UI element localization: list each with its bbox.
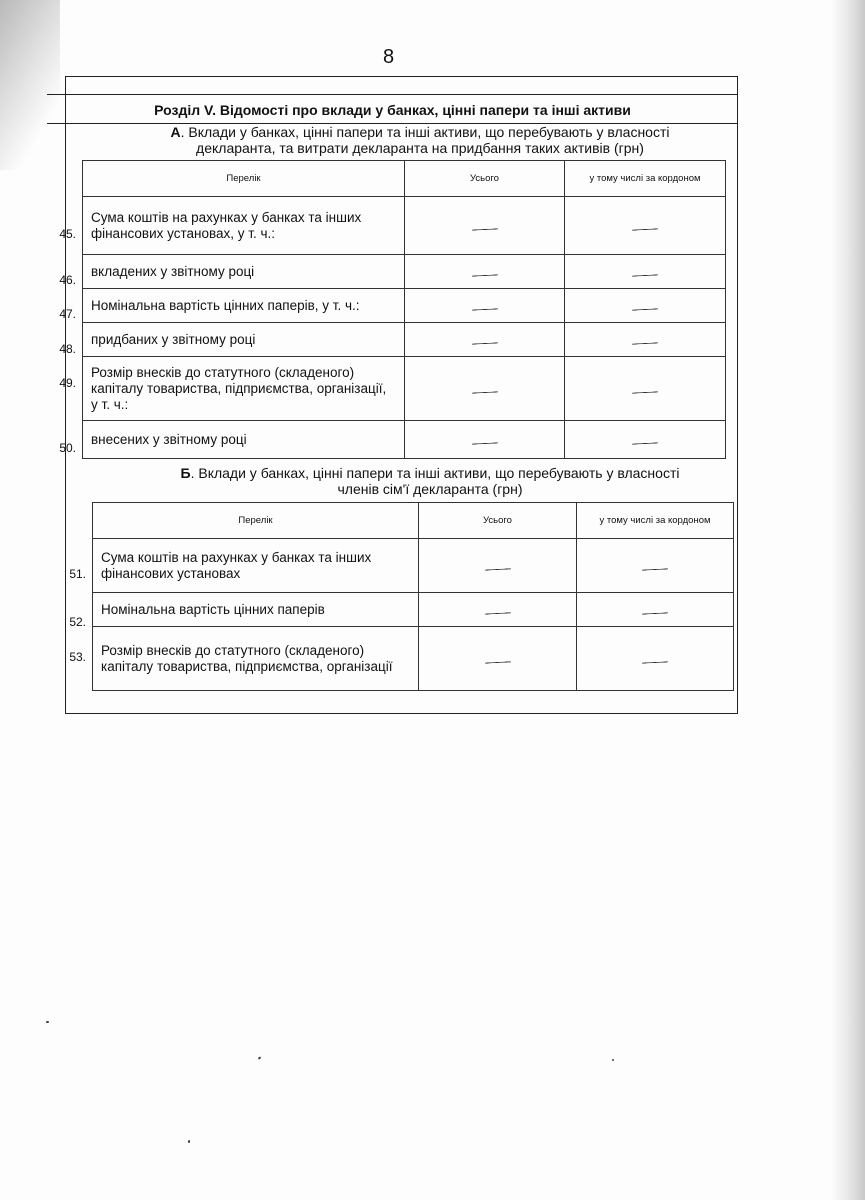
part-b-table bbox=[92, 502, 734, 691]
scan-edge-shadow bbox=[0, 0, 60, 170]
dash-mark bbox=[642, 612, 668, 614]
dash-mark bbox=[484, 612, 510, 614]
table-row bbox=[93, 627, 734, 691]
table-row bbox=[83, 421, 726, 459]
scan-edge-shadow bbox=[831, 0, 865, 1200]
scan-speck bbox=[188, 1140, 190, 1143]
row-abroad bbox=[565, 197, 726, 255]
row-total bbox=[405, 255, 565, 289]
column-header-total: Усього bbox=[405, 161, 565, 197]
row-label: придбаних у звітному році bbox=[83, 323, 405, 357]
row-total bbox=[419, 627, 577, 691]
row-total bbox=[405, 197, 565, 255]
row-number: 50. bbox=[59, 441, 76, 455]
row-label: Номінальна вартість цінних паперів, у т. ч.: bbox=[83, 289, 405, 323]
table-row bbox=[83, 255, 726, 289]
part-b-title-line1: . Вклади у банках, цінні папери та інші активи, що перебувають у власності bbox=[190, 465, 680, 481]
dash-mark bbox=[632, 228, 658, 230]
dash-mark bbox=[471, 442, 497, 444]
row-abroad bbox=[577, 539, 734, 593]
dash-mark bbox=[471, 228, 497, 230]
part-a-title-line1: . Вклади у банках, цінні папери та інші активи, що перебувають у власності bbox=[180, 124, 670, 140]
row-number: 52. bbox=[69, 615, 86, 629]
row-number: 45. bbox=[59, 227, 76, 241]
dash-mark bbox=[471, 308, 497, 310]
row-total bbox=[419, 593, 577, 627]
table-row bbox=[83, 289, 726, 323]
row-abroad bbox=[565, 421, 726, 459]
dash-mark bbox=[632, 342, 658, 344]
row-total bbox=[405, 289, 565, 323]
table-row bbox=[83, 323, 726, 357]
dash-mark bbox=[632, 442, 658, 444]
row-number: 53. bbox=[69, 650, 86, 664]
row-label: Розмір внесків до статутного (складеного) капіталу товариства, підприємства, організації bbox=[93, 627, 419, 691]
dash-mark bbox=[632, 391, 658, 393]
column-header-list: Перелік bbox=[83, 161, 405, 197]
part-b-marker: Б bbox=[180, 465, 191, 481]
dash-mark bbox=[484, 568, 510, 570]
row-number: 47. bbox=[59, 307, 76, 321]
row-label: Номінальна вартість цінних паперів bbox=[93, 593, 419, 627]
section-title: Розділ V. Відомості про вклади у банках, цінні папери та інші активи bbox=[47, 94, 738, 124]
row-abroad bbox=[577, 627, 734, 691]
row-abroad bbox=[565, 289, 726, 323]
row-total bbox=[405, 357, 565, 421]
table-row bbox=[93, 539, 734, 593]
dash-mark bbox=[632, 274, 658, 276]
row-abroad bbox=[565, 255, 726, 289]
column-header-abroad: у тому числі за кордоном bbox=[565, 161, 726, 197]
row-number: 51. bbox=[69, 567, 86, 581]
table-row bbox=[83, 357, 726, 421]
row-label: Сума коштів на рахунках у банках та інших фінансових установах, у т. ч.: bbox=[83, 197, 405, 255]
row-abroad bbox=[565, 357, 726, 421]
dash-mark bbox=[471, 342, 497, 344]
column-header-list: Перелік bbox=[93, 503, 419, 539]
part-a-title-line2: декларанта, та витрати декларанта на придбання таких активів (грн) bbox=[196, 140, 644, 156]
row-abroad bbox=[565, 323, 726, 357]
row-label: вкладених у звітному році bbox=[83, 255, 405, 289]
table-row bbox=[93, 593, 734, 627]
table-header-row bbox=[83, 161, 726, 197]
row-label: Розмір внесків до статутного (складеного) капіталу товариства, підприємства, організації, у т. ч.: bbox=[83, 357, 405, 421]
row-abroad bbox=[577, 593, 734, 627]
scan-speck bbox=[258, 1056, 262, 1059]
scan-speck bbox=[612, 1059, 614, 1061]
dash-mark bbox=[471, 274, 497, 276]
part-a-marker: А bbox=[170, 124, 181, 140]
row-number: 48. bbox=[59, 342, 76, 356]
row-label: Сума коштів на рахунках у банках та інших фінансових установах bbox=[93, 539, 419, 593]
column-header-abroad: у тому числі за кордоном bbox=[577, 503, 734, 539]
row-total bbox=[419, 539, 577, 593]
row-number: 49. bbox=[59, 376, 76, 390]
row-label: внесених у звітному році bbox=[83, 421, 405, 459]
dash-mark bbox=[642, 568, 668, 570]
scan-speck bbox=[46, 1021, 49, 1023]
dash-mark bbox=[471, 391, 497, 393]
column-header-total: Усього bbox=[419, 503, 577, 539]
dash-mark bbox=[484, 661, 510, 663]
row-number: 46. bbox=[59, 273, 76, 287]
table-header-row bbox=[93, 503, 734, 539]
part-a-table bbox=[82, 160, 726, 459]
part-b-title bbox=[100, 465, 760, 497]
part-b-title-line2: членів сім'ї декларанта (грн) bbox=[337, 481, 523, 497]
part-a-title bbox=[90, 124, 750, 156]
row-total bbox=[405, 421, 565, 459]
table-row bbox=[83, 197, 726, 255]
dash-mark bbox=[632, 308, 658, 310]
page-number: 8 bbox=[383, 46, 395, 68]
dash-mark bbox=[642, 661, 668, 663]
row-total bbox=[405, 323, 565, 357]
